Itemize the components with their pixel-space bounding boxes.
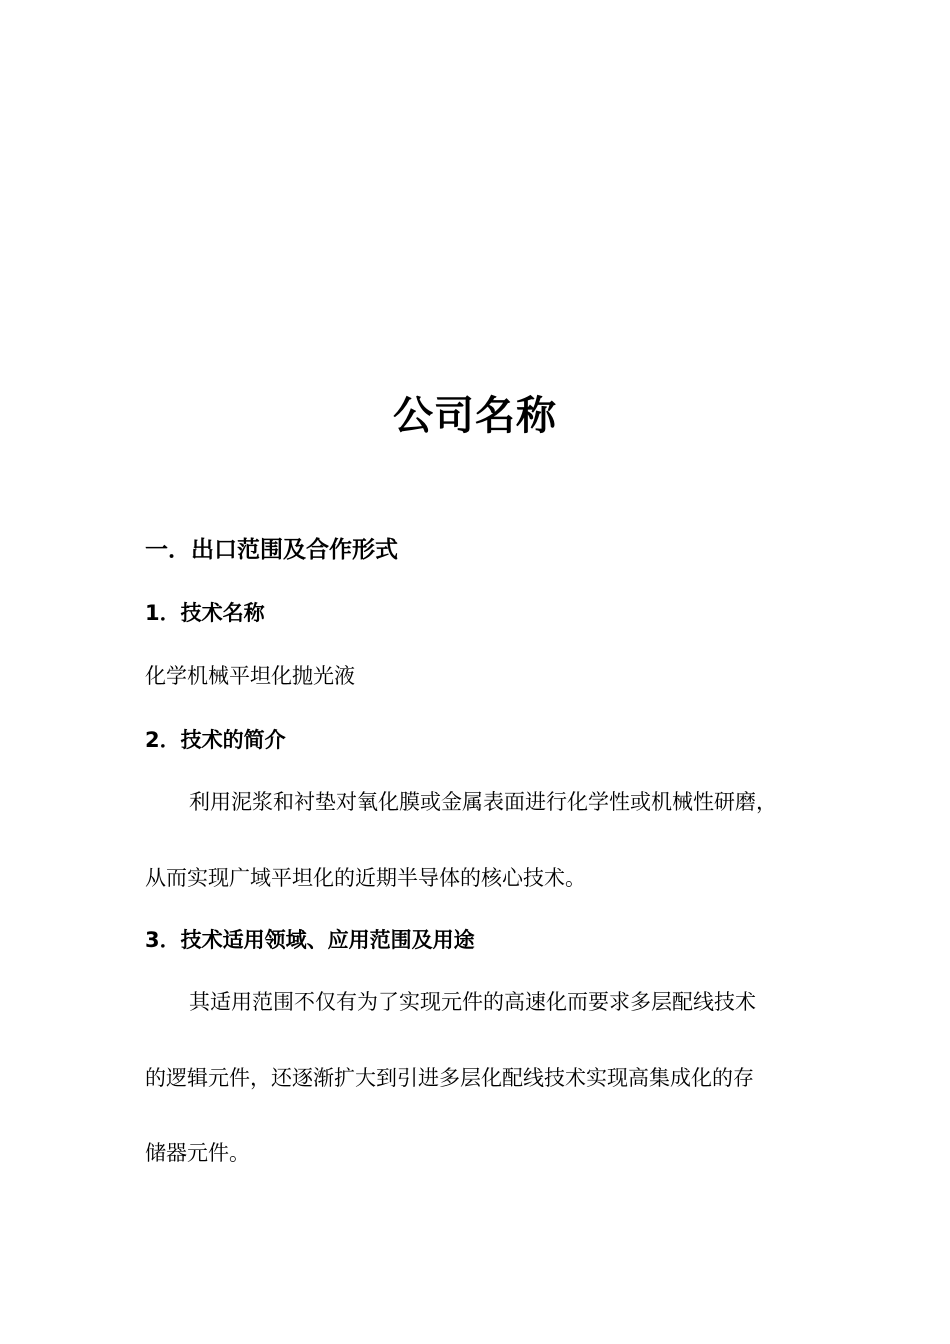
subsection-heading-2: 2．技术的简介 bbox=[145, 728, 286, 752]
document-title: 公司名称 bbox=[393, 393, 557, 439]
technology-name-text: 化学机械平坦化抛光液 bbox=[145, 664, 355, 688]
application-paragraph-line-1: 其适用范围不仅有为了实现元件的高速化而要求多层配线技术 bbox=[189, 990, 756, 1014]
intro-paragraph-line-2: 从而实现广域平坦化的近期半导体的核心技术。 bbox=[145, 866, 586, 890]
application-paragraph-line-2: 的逻辑元件，还逐渐扩大到引进多层化配线技术实现高集成化的存 bbox=[145, 1066, 754, 1090]
application-paragraph-line-3: 储器元件。 bbox=[145, 1141, 250, 1165]
subsection-heading-3: 3．技术适用领域、应用范围及用途 bbox=[145, 928, 475, 952]
subsection-heading-1: 1．技术名称 bbox=[145, 601, 265, 625]
section-heading: 一．出口范围及合作形式 bbox=[145, 537, 398, 563]
intro-paragraph-line-1: 利用泥浆和衬垫对氧化膜或金属表面进行化学性或机械性研磨， bbox=[189, 790, 777, 814]
